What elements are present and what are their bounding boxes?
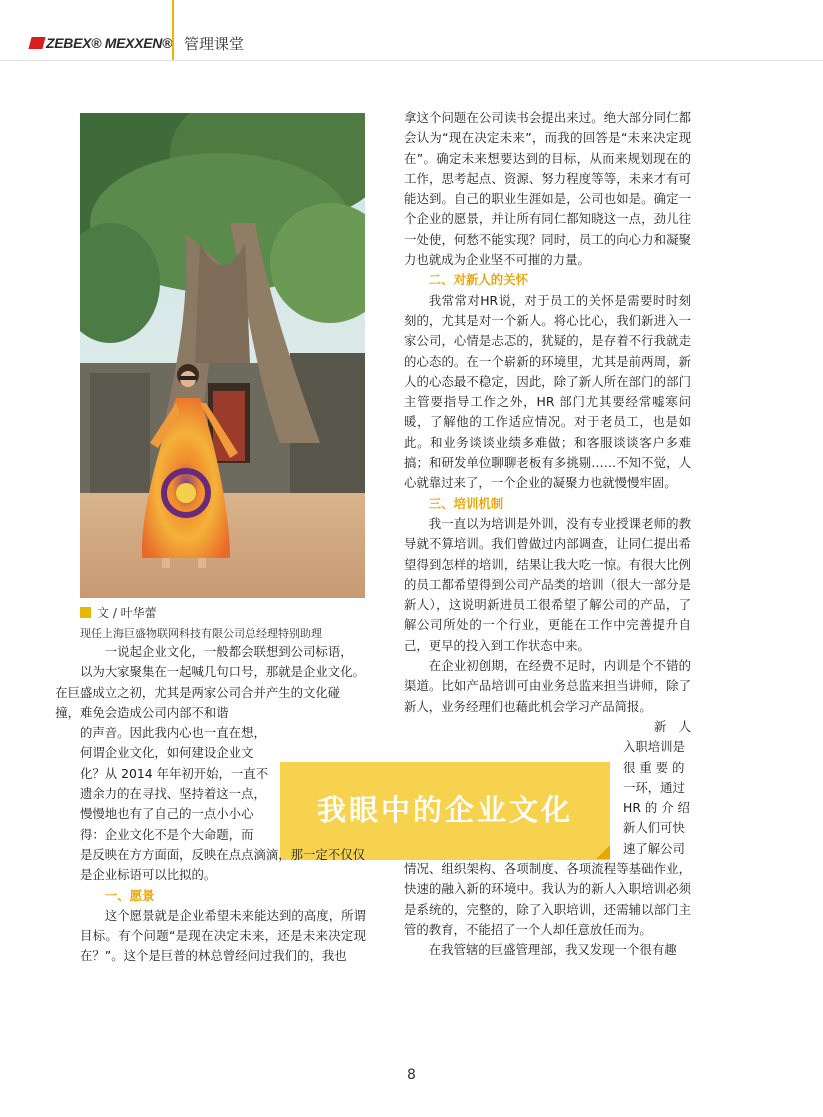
square-bullet-icon [80,607,91,618]
text-line: 慢慢地也有了自己的一点小小心 [80,806,254,822]
brand-logo [30,33,172,53]
paragraph: 在我管辖的巨盛管理部，我又发现一个很有趣 [428,942,677,958]
author-name: 文 / 叶华蕾 [97,606,157,620]
text-line: 一说起企业文化，一般都会联想到公司标语， [104,644,353,659]
text-line: 新 人 [653,718,691,734]
left-column [55,642,366,967]
section-heading-training: 三、培训机制 [428,495,504,511]
text-line: 新人们可快 [623,820,685,836]
paragraph-tail [80,845,366,886]
text-line: 化？从 2014 年年初开始，一直不 [80,765,269,781]
header-rule [0,60,823,61]
text-line: 遗余力的在寻找、坚持着这一点， [80,786,266,802]
text-line: 以为大家聚集在一起喊几句口号，那就是企业文化。 [80,664,365,680]
header-divider [172,0,174,60]
text-line: 撞，难免会造成公司内部不和谐 [55,704,229,720]
page-number: 8 [407,1067,416,1083]
section-name: 管理课堂 [184,35,245,53]
paragraph: 拿这个问题在公司读书会提出来过。绝大部分同仁都会认为“现在决定未来”，而我的回答是“未来决定现在”。确定未来想要达到的目标，从而来规划现在的工作，思考起点、资源、努力程度等等，未来才有可能达到。自己的职业生涯如是，公司也如是。确定一个企业的愿景，并让所有同仁都知晓这一点，劲儿往一处使，何愁不能实现？同时，员工的向心力和凝聚力也就成为企业坚不可摧的力量。 [404,110,691,268]
paragraph: 我一直以为培训是外训，没有专业授课老师的教导就不算培训。我们曾做过内部调查，让同仁提出希望得到怎样的培训，结果让我大吃一惊。有很大比例的员工都希望得到公司产品类的培训（很大一部分是新人），这说明新进员工很希望了解公司的产品，了解公司所处的一个行业，更能在工作中完善提升自己，更早的投入到工作状态中来。 [404,515,691,653]
text-line: 的声音。因此我内心也一直在想， [80,725,266,741]
right-column [404,108,691,960]
brand-text: ZEBEX® MEXXEN® [46,35,173,51]
paragraph: 这个愿景就是企业希望未来能达到的高度，所谓目标。有个问题“是现在决定未来，还是未来决定现在？”。这个是巨普的林总曾经问过我们的，我也 [80,907,366,964]
photo-woman-tree [80,113,365,598]
text-line: 是企业标语可以比拟的。 [80,867,217,883]
text-line: HR 的 介 绍 [623,800,690,816]
paragraph-wrapped [623,717,691,859]
paragraph [55,642,366,723]
author-position: 现任上海巨盛物联网科技有限公司总经理特别助理 [80,627,322,640]
article-title: 我眼中的企业文化 [316,793,573,827]
brand-mark-icon [28,37,45,49]
section-heading-vision: 一、愿景 [104,887,155,903]
section-heading-new-staff: 二、对新人的关怀 [428,272,528,288]
text-line: 一环，通过 [623,779,685,795]
paragraph: 在企业初创期，在经费不足时，内训是个不错的渠道。比如产品培训可由业务总监来担当讲师，除了新人，业务经理们也藉此机会学习产品简报。 [404,658,691,714]
text-line: 入职培训是 [623,739,685,755]
text-line: 很 重 要 的 [623,759,685,775]
text-line: 在巨盛成立之初，尤其是两家公司合并产生的文化碰 [55,684,341,700]
text-line: 何谓企业文化，如何建设企业文 [80,745,254,761]
paragraph: 我常常对HR说，对于员工的关怀是需要时时刻刻的，尤其是对一个新人。将心比心，我们新进入一家公司，心情是忐忑的，犹疑的，是存着不行我就走的心态的。在一个崭新的环境里，尤其是前两周，新人的心态最不稳定，因此，除了新人所在部门的部门主管要指导工作之外，HR 部门尤其要经常嘘寒问暖，了解他的工作适应情况。对于老员工，也是如此。和业务谈谈业绩多难做；和客服谈谈客户多难搞；和研发单位聊聊老板有多挑剔……不知不觉，人心就靠过来了，一个企业的凝聚力也就慢慢牢固。 [404,292,691,491]
text-line: 得：企业文化不是个大命题，而 [80,826,254,842]
text-line: 是反映在方方面面，反映在点点滴滴，那一定不仅仅 [80,846,365,862]
byline-author [80,604,157,621]
photo-illustration [80,113,365,598]
paragraph-tail: 情况、组织架构、各项制度、各项流程等基础作业，快速的融入新的环境中。我认为的新人入职培训必须是系统的，完整的，除了入职培训，还需辅以部门主管的教育，不能招了一个人却任意放任而为。 [404,860,691,937]
paragraph-wrapped [80,723,270,845]
text-line: 速了解公司 [623,840,685,856]
